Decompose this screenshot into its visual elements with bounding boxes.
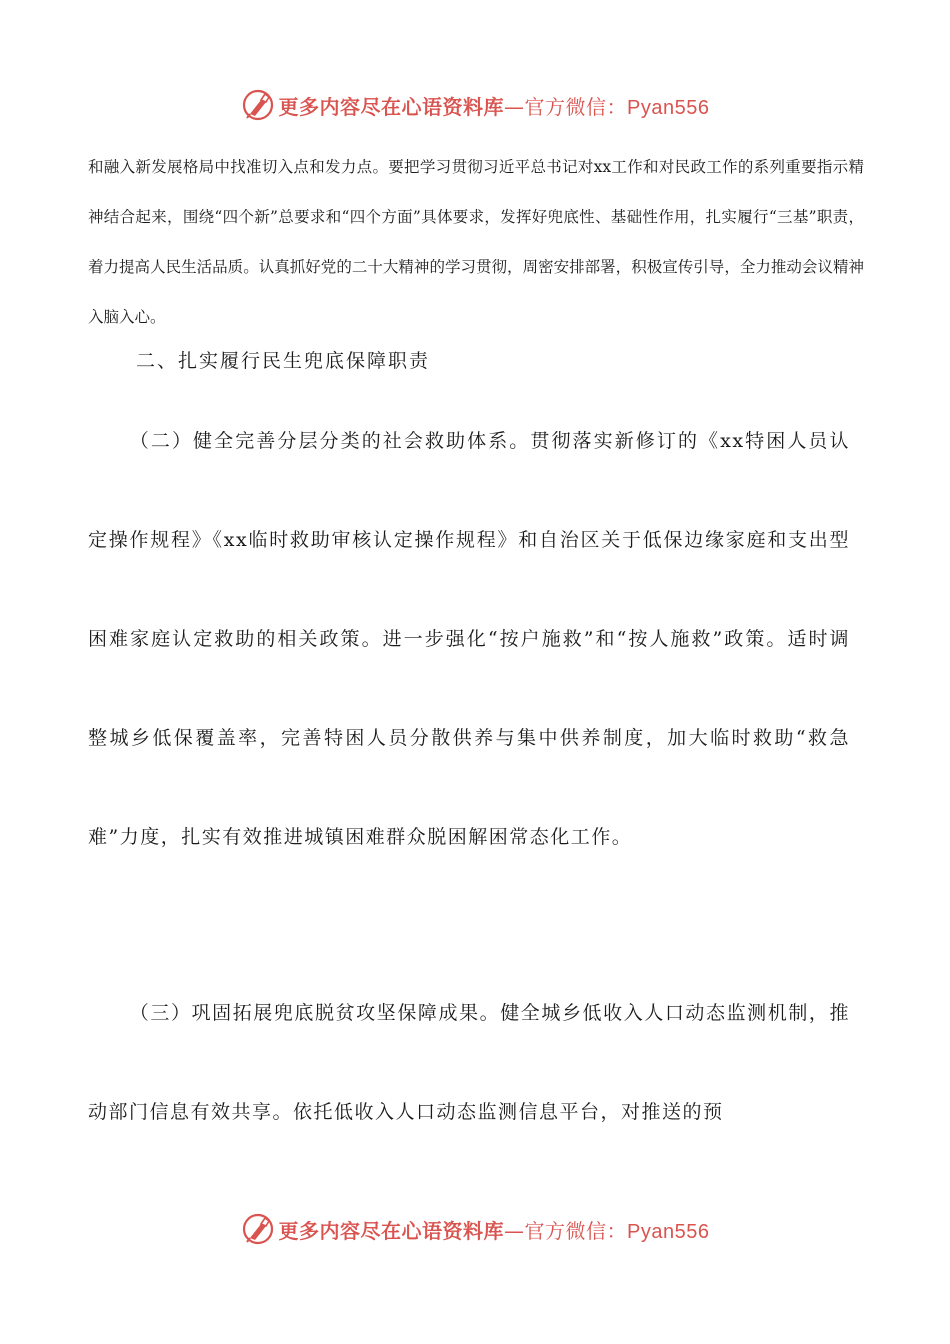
pen-nib-logo-icon xyxy=(241,88,275,122)
header-watermark xyxy=(0,88,950,122)
paragraph-social-assistance: （二）健全完善分层分类的社会救助体系。贯彻落实新修订的《xx特困人员认定操作规程》《xx临时救助审核认定操作规程》和自治区关于低保边缘家庭和支出型困难家庭认定救助的相关政策。进一步强化“按户施救”和“按人施救”政策。适时调整城乡低保覆盖率，完善特困人员分散供养与集中供养制度，加大临时救助“救急难”力度，扎实有效推进城镇困难群众脱困解困常态化工作。 xyxy=(88,430,850,848)
watermark-text: 更多内容尽在心语资料库—官方微信：Pyan556 xyxy=(278,1218,710,1243)
pen-nib-logo-icon xyxy=(241,1212,275,1246)
paragraph-continued: 和融入新发展格局中找准切入点和发力点。要把学习贯彻习近平总书记对xx工作和对民政工作的系列重要指示精神结合起来，围绕“四个新”总要求和“四个方面”具体要求，发挥好兜底性、基础性作用，扎实履行“三基”职责，着力提高人民生活品质。认真抓好党的二十大精神的学习贯彻，周密安排部署，积极宣传引导，全力推动会议精神入脑入心。 xyxy=(88,158,864,326)
section-heading: 二、扎实履行民生兜底保障职责 xyxy=(136,350,431,372)
paragraph-poverty-results: （三）巩固拓展兜底脱贫攻坚保障成果。健全城乡低收入人口动态监测机制，推动部门信息有效共享。依托低收入人口动态监测信息平台，对推送的预 xyxy=(88,1002,850,1123)
footer-watermark xyxy=(0,1212,950,1246)
watermark-text: 更多内容尽在心语资料库—官方微信：Pyan556 xyxy=(278,94,710,119)
